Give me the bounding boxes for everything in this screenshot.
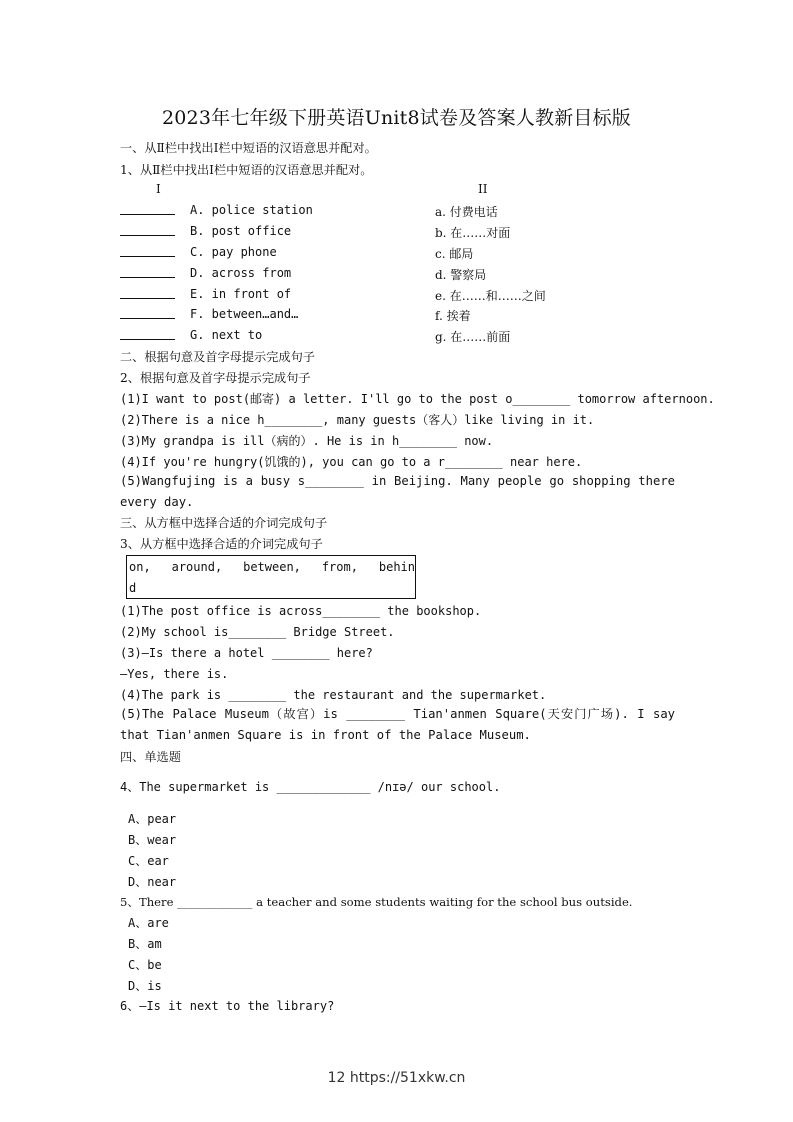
question-item: (4)If you're hungry(饥饿的), you can go to a r________ near here. — [120, 455, 583, 469]
question-2: 2、根据句意及首字母提示完成句子 — [120, 371, 311, 385]
column-ii-header: II — [478, 182, 488, 196]
option[interactable]: A、are — [128, 916, 169, 930]
phrase-en: D. across from — [190, 266, 292, 280]
phrase-en: B. post office — [190, 224, 292, 238]
question-item: (1)I want to post(邮寄) a letter. I'll go to the post o________ tomorrow afternoon. — [120, 392, 715, 406]
question-item: (1)The post office is across________ the bookshop. — [120, 604, 482, 618]
option[interactable]: D、near — [128, 875, 177, 889]
box-word: between, — [243, 560, 301, 574]
box-word-wrap: d — [129, 581, 137, 595]
answer-blank[interactable] — [120, 307, 175, 319]
section2-heading: 二、根据句意及首字母提示完成句子 — [120, 350, 315, 364]
phrase-cn: b. 在……对面 — [435, 226, 511, 240]
question-6: 6、—Is it next to the library? — [120, 999, 335, 1013]
match-row — [120, 203, 680, 219]
phrase-cn: d. 警察局 — [435, 268, 487, 282]
answer-blank[interactable] — [120, 287, 175, 299]
box-word: on, — [129, 560, 151, 574]
option[interactable]: B、wear — [128, 833, 177, 847]
phrase-cn: e. 在……和……之间 — [435, 289, 546, 303]
box-word: around, — [171, 560, 223, 574]
answer-blank[interactable] — [120, 328, 175, 340]
phrase-en: C. pay phone — [190, 245, 277, 259]
option[interactable]: A、pear — [128, 812, 177, 826]
phrase-cn: c. 邮局 — [435, 247, 474, 261]
phrase-cn: a. 付费电话 — [435, 205, 498, 219]
phrase-cn: g. 在……前面 — [435, 330, 511, 344]
question-item: (2)There is a nice h________, many guests（客人）like living in it. — [120, 413, 595, 427]
question-item: (5)Wangfujing is a busy s________ in Beijing. Many people go shopping there every day. — [120, 474, 675, 509]
section4-heading: 四、单选题 — [120, 750, 181, 764]
question-item: (3)My grandpa is ill（病的）. He is in h________ now. — [120, 434, 494, 448]
question-item: (5)The Palace Museum（故宫）is ________ Tian'anmen Square(天安门广场). I say that Tian'anmen Square is in front of the Palace Museum. — [120, 707, 675, 742]
page-footer: 12 https://51xkw.cn — [327, 1070, 466, 1086]
question-4: 4、The supermarket is _____________ /nɪə/ our school. — [120, 780, 501, 794]
answer-blank[interactable] — [120, 224, 175, 236]
question-1: 1、从Ⅱ栏中找出Ⅰ栏中短语的汉语意思并配对。 — [120, 163, 373, 177]
match-row — [120, 328, 680, 344]
answer-blank[interactable] — [120, 266, 175, 278]
question-5: 5、There _____________ a teacher and some students waiting for the school bus outside. — [120, 895, 633, 909]
match-row — [120, 287, 680, 303]
match-row — [120, 307, 680, 323]
match-row — [120, 245, 680, 261]
question-item: (4)The park is ________ the restaurant and the supermarket. — [120, 688, 547, 702]
phrase-en: G. next to — [190, 328, 263, 342]
section3-heading: 三、从方框中选择合适的介词完成句子 — [120, 516, 328, 530]
question-item: (3)—Is there a hotel ________ here? — [120, 646, 373, 660]
answer-blank[interactable] — [120, 245, 175, 257]
option[interactable]: C、be — [128, 958, 162, 972]
phrase-cn: f. 挨着 — [435, 309, 471, 323]
box-word: behin — [378, 560, 415, 574]
column-i-header: I — [156, 182, 161, 196]
match-row — [120, 224, 680, 240]
phrase-en: F. between…and… — [190, 307, 299, 321]
option[interactable]: B、am — [128, 937, 162, 951]
box-word: from, — [321, 560, 358, 574]
match-row — [120, 266, 680, 282]
question-answer: —Yes, there is. — [120, 667, 229, 681]
question-3: 3、从方框中选择合适的介词完成句子 — [120, 537, 323, 551]
section1-heading: 一、从Ⅱ栏中找出Ⅰ栏中短语的汉语意思并配对。 — [120, 141, 377, 155]
page-title: 2023年七年级下册英语Unit8试卷及答案人教新目标版 — [161, 107, 631, 129]
option[interactable]: C、ear — [128, 854, 169, 868]
option[interactable]: D、is — [128, 979, 162, 993]
answer-blank[interactable] — [120, 203, 175, 215]
phrase-en: A. police station — [190, 203, 313, 217]
word-box — [126, 555, 416, 599]
question-item: (2)My school is________ Bridge Street. — [120, 625, 395, 639]
phrase-en: E. in front of — [190, 287, 292, 301]
